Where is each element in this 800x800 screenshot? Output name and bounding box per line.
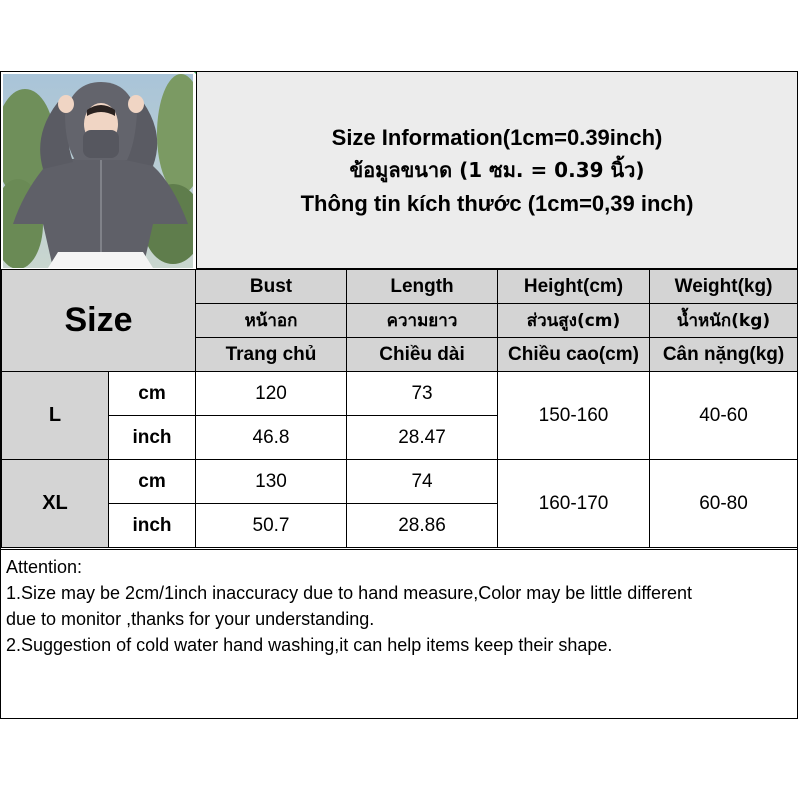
product-photo-drawing xyxy=(3,74,193,268)
height-value: 150-160 xyxy=(498,372,650,460)
col-header-height-th: ส่วนสูง(cm) xyxy=(498,304,650,338)
bust-value: 46.8 xyxy=(196,416,347,460)
col-header-weight-en: Weight(kg) xyxy=(650,270,798,304)
length-value: 28.47 xyxy=(347,416,498,460)
title-vietnamese: Thông tin kích thước (1cm=0,39 inch) xyxy=(300,190,694,216)
bust-value: 120 xyxy=(196,372,347,416)
unit-label: inch xyxy=(109,416,196,460)
note-line: 1.Size may be 2cm/1inch inaccuracy due to hand measure,Color may be little different xyxy=(6,583,693,603)
size-label-xl: XL xyxy=(2,460,109,548)
col-header-height-vi: Chiều cao(cm) xyxy=(498,338,650,372)
col-header-length-th: ความยาว xyxy=(347,304,498,338)
height-value: 160-170 xyxy=(498,460,650,548)
length-value: 28.86 xyxy=(347,504,498,548)
size-header: Size xyxy=(2,270,196,372)
bust-value: 130 xyxy=(196,460,347,504)
col-header-length-vi: Chiều dài xyxy=(347,338,498,372)
col-header-length-en: Length xyxy=(347,270,498,304)
weight-value: 40-60 xyxy=(650,372,798,460)
col-header-weight-vi: Cân nặng(kg) xyxy=(650,338,798,372)
title-english: Size Information(1cm=0.39inch) xyxy=(331,124,663,150)
bust-value: 50.7 xyxy=(196,504,347,548)
size-chart-sheet xyxy=(0,71,798,719)
length-value: 73 xyxy=(347,372,498,416)
notes-heading: Attention: xyxy=(6,557,83,577)
title-box xyxy=(196,72,797,269)
note-line: due to monitor ,thanks for your understanding. xyxy=(6,609,375,629)
col-header-height-en: Height(cm) xyxy=(498,270,650,304)
col-header-bust-vi: Trang chủ xyxy=(196,338,347,372)
title-thai: ข้อมูลขนาด (1 ซม. = 0.39 นิ้ว) xyxy=(349,157,645,182)
unit-label: inch xyxy=(109,504,196,548)
size-label-l: L xyxy=(2,372,109,460)
col-header-bust-th: หน้าอก xyxy=(196,304,347,338)
unit-label: cm xyxy=(109,372,196,416)
table-row xyxy=(2,372,798,416)
note-line: 2.Suggestion of cold water hand washing,it can help items keep their shape. xyxy=(6,635,613,655)
col-header-weight-th: น้ำหนัก(kg) xyxy=(650,304,798,338)
product-photo xyxy=(3,74,193,268)
col-header-bust-en: Bust xyxy=(196,270,347,304)
attention-notes xyxy=(1,549,797,658)
length-value: 74 xyxy=(347,460,498,504)
unit-label: cm xyxy=(109,460,196,504)
weight-value: 60-80 xyxy=(650,460,798,548)
size-table xyxy=(1,269,798,548)
table-row xyxy=(2,460,798,504)
